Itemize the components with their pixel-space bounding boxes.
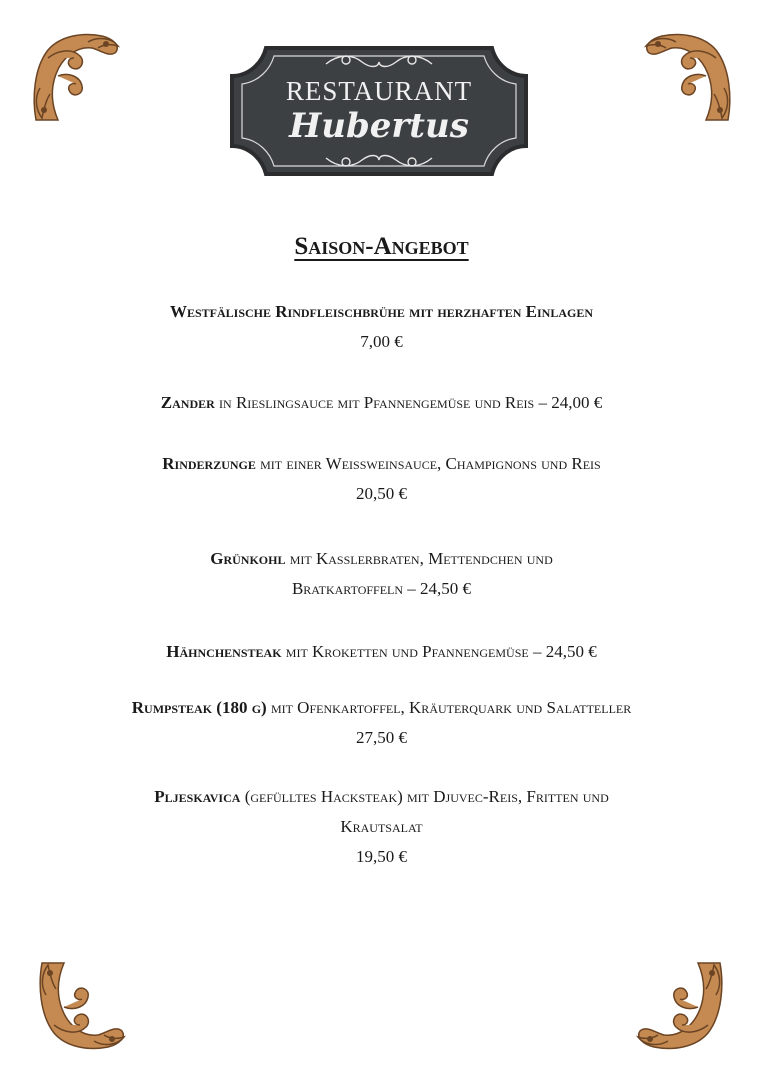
- menu-item: [50, 449, 713, 509]
- menu-item-price: 20,50 €: [356, 484, 407, 503]
- menu-item-price: 7,00 €: [360, 332, 403, 351]
- menu-item-description: mit Kroketten und Pfannengemüse – 24,50 €: [281, 642, 597, 661]
- menu-item-price: 27,50 €: [356, 728, 407, 747]
- menu-list: [50, 297, 713, 872]
- menu-item-name: Zander: [160, 393, 215, 412]
- menu-item-description: in Rieslingsauce mit Pfannengemüse und Reis – 24,00 €: [214, 393, 603, 412]
- logo-title: RESTAURANT: [285, 76, 473, 106]
- menu-item-name: Hähnchensteak: [166, 642, 282, 661]
- corner-ornament-bottom-left-icon: [34, 955, 130, 1055]
- menu-item: [50, 693, 713, 753]
- menu-item-description-line2: Krautsalat: [340, 817, 423, 836]
- restaurant-logo: [226, 36, 532, 186]
- menu-item-description: mit Ofenkartoffel, Kräuterquark und Salatteller: [266, 698, 632, 717]
- corner-ornament-top-left-icon: [28, 28, 124, 128]
- menu-item-name: Rinderzunge: [162, 454, 256, 473]
- menu-item-name: Grünkohl: [210, 549, 286, 568]
- menu-item: [50, 544, 713, 604]
- menu-item-description-line2: Bratkartoffeln – 24,50 €: [291, 579, 472, 598]
- menu-item-description: mit einer Weißweinsauce, Champignons und Reis: [255, 454, 601, 473]
- menu-item-name: Westfälische Rindfleischbrühe mit herzhaften Einlagen: [169, 302, 594, 321]
- menu-item: [50, 297, 713, 357]
- menu-item: [50, 782, 713, 872]
- menu-item: [50, 637, 713, 667]
- corner-ornament-top-right-icon: [640, 28, 736, 128]
- menu-item: [50, 388, 713, 418]
- corner-ornament-bottom-right-icon: [632, 955, 728, 1055]
- menu-item-name: Rumpsteak (180 g): [131, 698, 267, 717]
- menu-item-name: Pljeskavica: [154, 787, 241, 806]
- page-title: Saison-Angebot: [294, 233, 469, 260]
- menu-item-description: mit Kasslerbraten, Mettendchen und: [285, 549, 553, 568]
- menu-item-price: 19,50 €: [356, 847, 407, 866]
- menu-item-description: (gefülltes Hacksteak) mit Djuvec-Reis, Fritten und: [240, 787, 609, 806]
- logo-name: Hubertus: [289, 106, 469, 146]
